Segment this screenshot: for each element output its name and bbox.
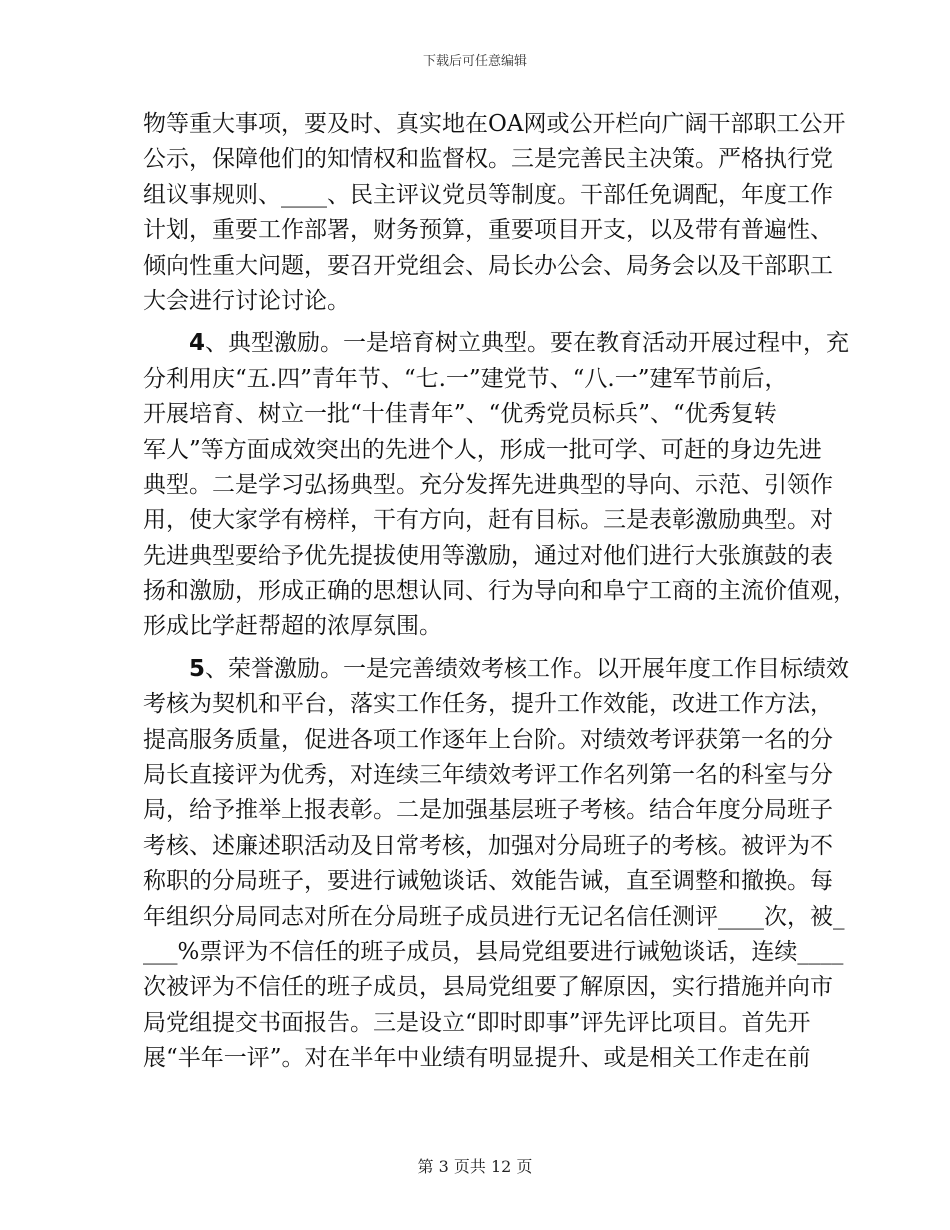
- text-line: 形成比学赶帮超的浓厚氛围。: [143, 613, 442, 640]
- text-line: 典型。二是学习弘扬典型。充分发挥先进典型的导向、示范、引领作: [143, 471, 833, 498]
- text-line: 计划，重要工作部署，财务预算，重要项目开支，以及带有普遍性、: [143, 217, 833, 244]
- text-line: 开展培育、树立一批“十佳青年”、“优秀党员标兵”、“优秀复转: [143, 401, 777, 428]
- text-line: 局党组提交书面报告。三是设立“即时即事”评先评比项目。首先开: [143, 1009, 811, 1036]
- text-line: 物等重大事项，要及时、真实地在OA网或公开栏向广阔干部职工公开: [143, 111, 846, 137]
- text-line: 扬和激励，形成正确的思想认同、行为导向和阜宁工商的主流价值观，: [143, 578, 856, 605]
- text-line: 年组织分局同志对所在分局班子成员进行无记名信任测评____次，被_: [143, 903, 845, 930]
- text-line: 倾向性重大问题，要召开党组会、局长办公会、局务会以及干部职工: [143, 252, 833, 279]
- text-line: 分利用庆“五.四”青年节、“七.一”建党节、“八.一”建军节前后，: [143, 365, 788, 392]
- section-number: 5: [189, 655, 206, 682]
- paragraph-honor-incentive: [143, 652, 850, 1077]
- text-line: 公示，保障他们的知情权和监督权。三是完善民主决策。严格执行党: [143, 146, 833, 173]
- paragraph-continuation: [143, 107, 846, 319]
- text-span: 、荣誉激励。一是完善绩效考核工作。以开展年度工作目标绩效: [205, 655, 850, 682]
- text-line: 局，给予推举上报表彰。二是加强基层班子考核。结合年度分局班子: [143, 797, 833, 824]
- section-number: 4: [189, 330, 206, 357]
- text-line: ___%票评为不信任的班子成员，县局党组要进行诫勉谈话，连续____: [143, 938, 844, 965]
- paragraph-first-line: [143, 326, 850, 361]
- text-line: 考核为契机和平台，落实工作任务，提升工作效能，改进工作方法，: [143, 691, 833, 718]
- text-line: 组议事规则、____、民主评议党员等制度。干部任免调配，年度工作: [143, 181, 833, 208]
- text-line: 局长直接评为优秀，对连续三年绩效考评工作名列第一名的科室与分: [143, 762, 833, 789]
- text-line: 展“半年一评”。对在半年中业绩有明显提升、或是相关工作走在前: [143, 1045, 811, 1072]
- text-line: 军人”等方面成效突出的先进个人，形成一批可学、可赶的身边先进: [143, 436, 822, 463]
- page-footer: 第 3 页共 12 页: [417, 1157, 533, 1176]
- text-line: 大会进行讨论讨论。: [143, 287, 350, 314]
- text-span: 、典型激励。一是培育树立典型。要在教育活动开展过程中，充: [205, 330, 850, 357]
- paragraph-typical-incentive: [143, 326, 856, 645]
- paragraph-first-line: [143, 652, 850, 687]
- text-line: 先进典型要给予优先提拔使用等激励，通过对他们进行大张旗鼓的表: [143, 542, 833, 569]
- text-line: 次被评为不信任的班子成员，县局党组要了解原因，实行措施并向市: [143, 974, 833, 1001]
- page-header: 下载后可任意编辑: [422, 54, 527, 69]
- text-line: 考核、述廉述职活动及日常考核，加强对分局班子的考核。被评为不: [143, 832, 833, 859]
- text-line: 提高服务质量，促进各项工作逐年上台阶。对绩效考评获第一名的分: [143, 726, 833, 753]
- text-line: 用，使大家学有榜样，干有方向，赶有目标。三是表彰激励典型。对: [143, 507, 833, 534]
- text-line: 称职的分局班子，要进行诫勉谈话、效能告诫，直至调整和撤换。每: [143, 868, 833, 895]
- document-body: [143, 107, 856, 1077]
